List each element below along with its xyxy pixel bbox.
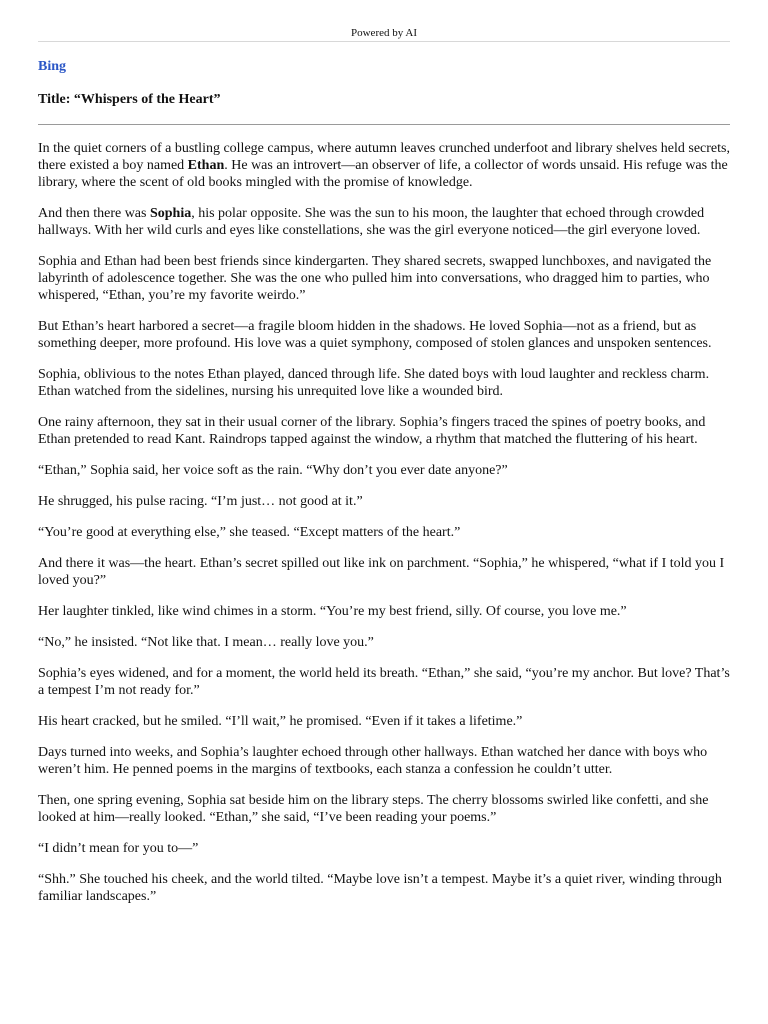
story-paragraph: Sophia’s eyes widened, and for a moment, the world held its breath. “Ethan,” she said, “you’re my anchor. But love? That’s a tempest I’m not ready for.”: [38, 666, 730, 698]
story-paragraph-2: And then there was Sophia, his polar opposite. She was the sun to his moon, the laughter that echoed through crowded hallways. With her wild curls and eyes like constellations, she was the girl everyone noticed—the girl everyone loved.: [38, 206, 705, 238]
powered-by-label: Powered by AI: [351, 27, 417, 39]
story-paragraph-1: In the quiet corners of a bustling college campus, where autumn leaves crunched underfoot and library shelves held secrets, there existed a boy named Ethan. He was an introvert—an observer of life, a collector of words unsaid. His refuge was the library, where the scent of old books mingled with the promise of knowledge.: [38, 141, 730, 190]
story-paragraph: His heart cracked, but he smiled. “I’ll wait,” he promised. “Even if it takes a lifetime.”: [38, 714, 523, 729]
story-paragraph: But Ethan’s heart harbored a secret—a fragile bloom hidden in the shadows. He loved Sophia—not as a friend, but as something deeper, more profound. His love was a quiet symphony, composed of stolen glances and unspoken sentences.: [38, 319, 712, 351]
name-ethan: Ethan: [187, 158, 225, 173]
story-paragraph: Then, one spring evening, Sophia sat beside him on the library steps. The cherry blossoms swirled like confetti, and she looked at him—really looked. “Ethan,” she said, “I’ve been reading your poems.”: [38, 793, 709, 825]
title-divider: [38, 124, 730, 125]
story-paragraph: “Shh.” She touched his cheek, and the world tilted. “Maybe love isn’t a tempest. Maybe it’s a quiet river, winding through familiar landscapes.”: [38, 872, 722, 904]
story-paragraph: “No,” he insisted. “Not like that. I mean… really love you.”: [38, 635, 374, 650]
source-link-bing[interactable]: Bing: [38, 59, 67, 74]
story-paragraph: And there it was—the heart. Ethan’s secret spilled out like ink on parchment. “Sophia,” he whispered, “what if I told you I loved you?”: [38, 556, 725, 588]
story-paragraph: One rainy afternoon, they sat in their usual corner of the library. Sophia’s fingers traced the spines of poetry books, and Ethan pretended to read Kant. Raindrops tapped against the window, a rhythm that matched the fluttering of his heart.: [38, 415, 706, 447]
story-paragraph: Days turned into weeks, and Sophia’s laughter echoed through other hallways. Ethan watched her dance with boys who weren’t him. He penned poems in the margins of textbooks, each stanza a confession he couldn’t utter.: [38, 745, 708, 777]
story-paragraph: “I didn’t mean for you to—”: [38, 841, 199, 856]
story-paragraph: Sophia, oblivious to the notes Ethan played, danced through life. She dated boys with loud laughter and reckless charm. Ethan watched from the sidelines, nursing his unrequited love like a wounded bird.: [38, 367, 710, 399]
story-paragraph: Her laughter tinkled, like wind chimes in a storm. “You’re my best friend, silly. Of course, you love me.”: [38, 604, 627, 619]
story-title: Title: “Whispers of the Heart”: [38, 92, 221, 107]
story-paragraph: Sophia and Ethan had been best friends since kindergarten. They shared secrets, swapped lunchboxes, and navigated the labyrinth of adolescence together. She was the one who pulled him into conversations, who dragged him to parties, who whispered, “Ethan, you’re my favorite weirdo.”: [38, 254, 712, 303]
story-paragraph: He shrugged, his pulse racing. “I’m just… not good at it.”: [38, 494, 363, 509]
name-sophia: Sophia: [149, 206, 192, 221]
story-body: [38, 140, 730, 905]
story-paragraph: “You’re good at everything else,” she teased. “Except matters of the heart.”: [38, 525, 461, 540]
story-paragraph: “Ethan,” Sophia said, her voice soft as the rain. “Why don’t you ever date anyone?”: [38, 463, 508, 478]
